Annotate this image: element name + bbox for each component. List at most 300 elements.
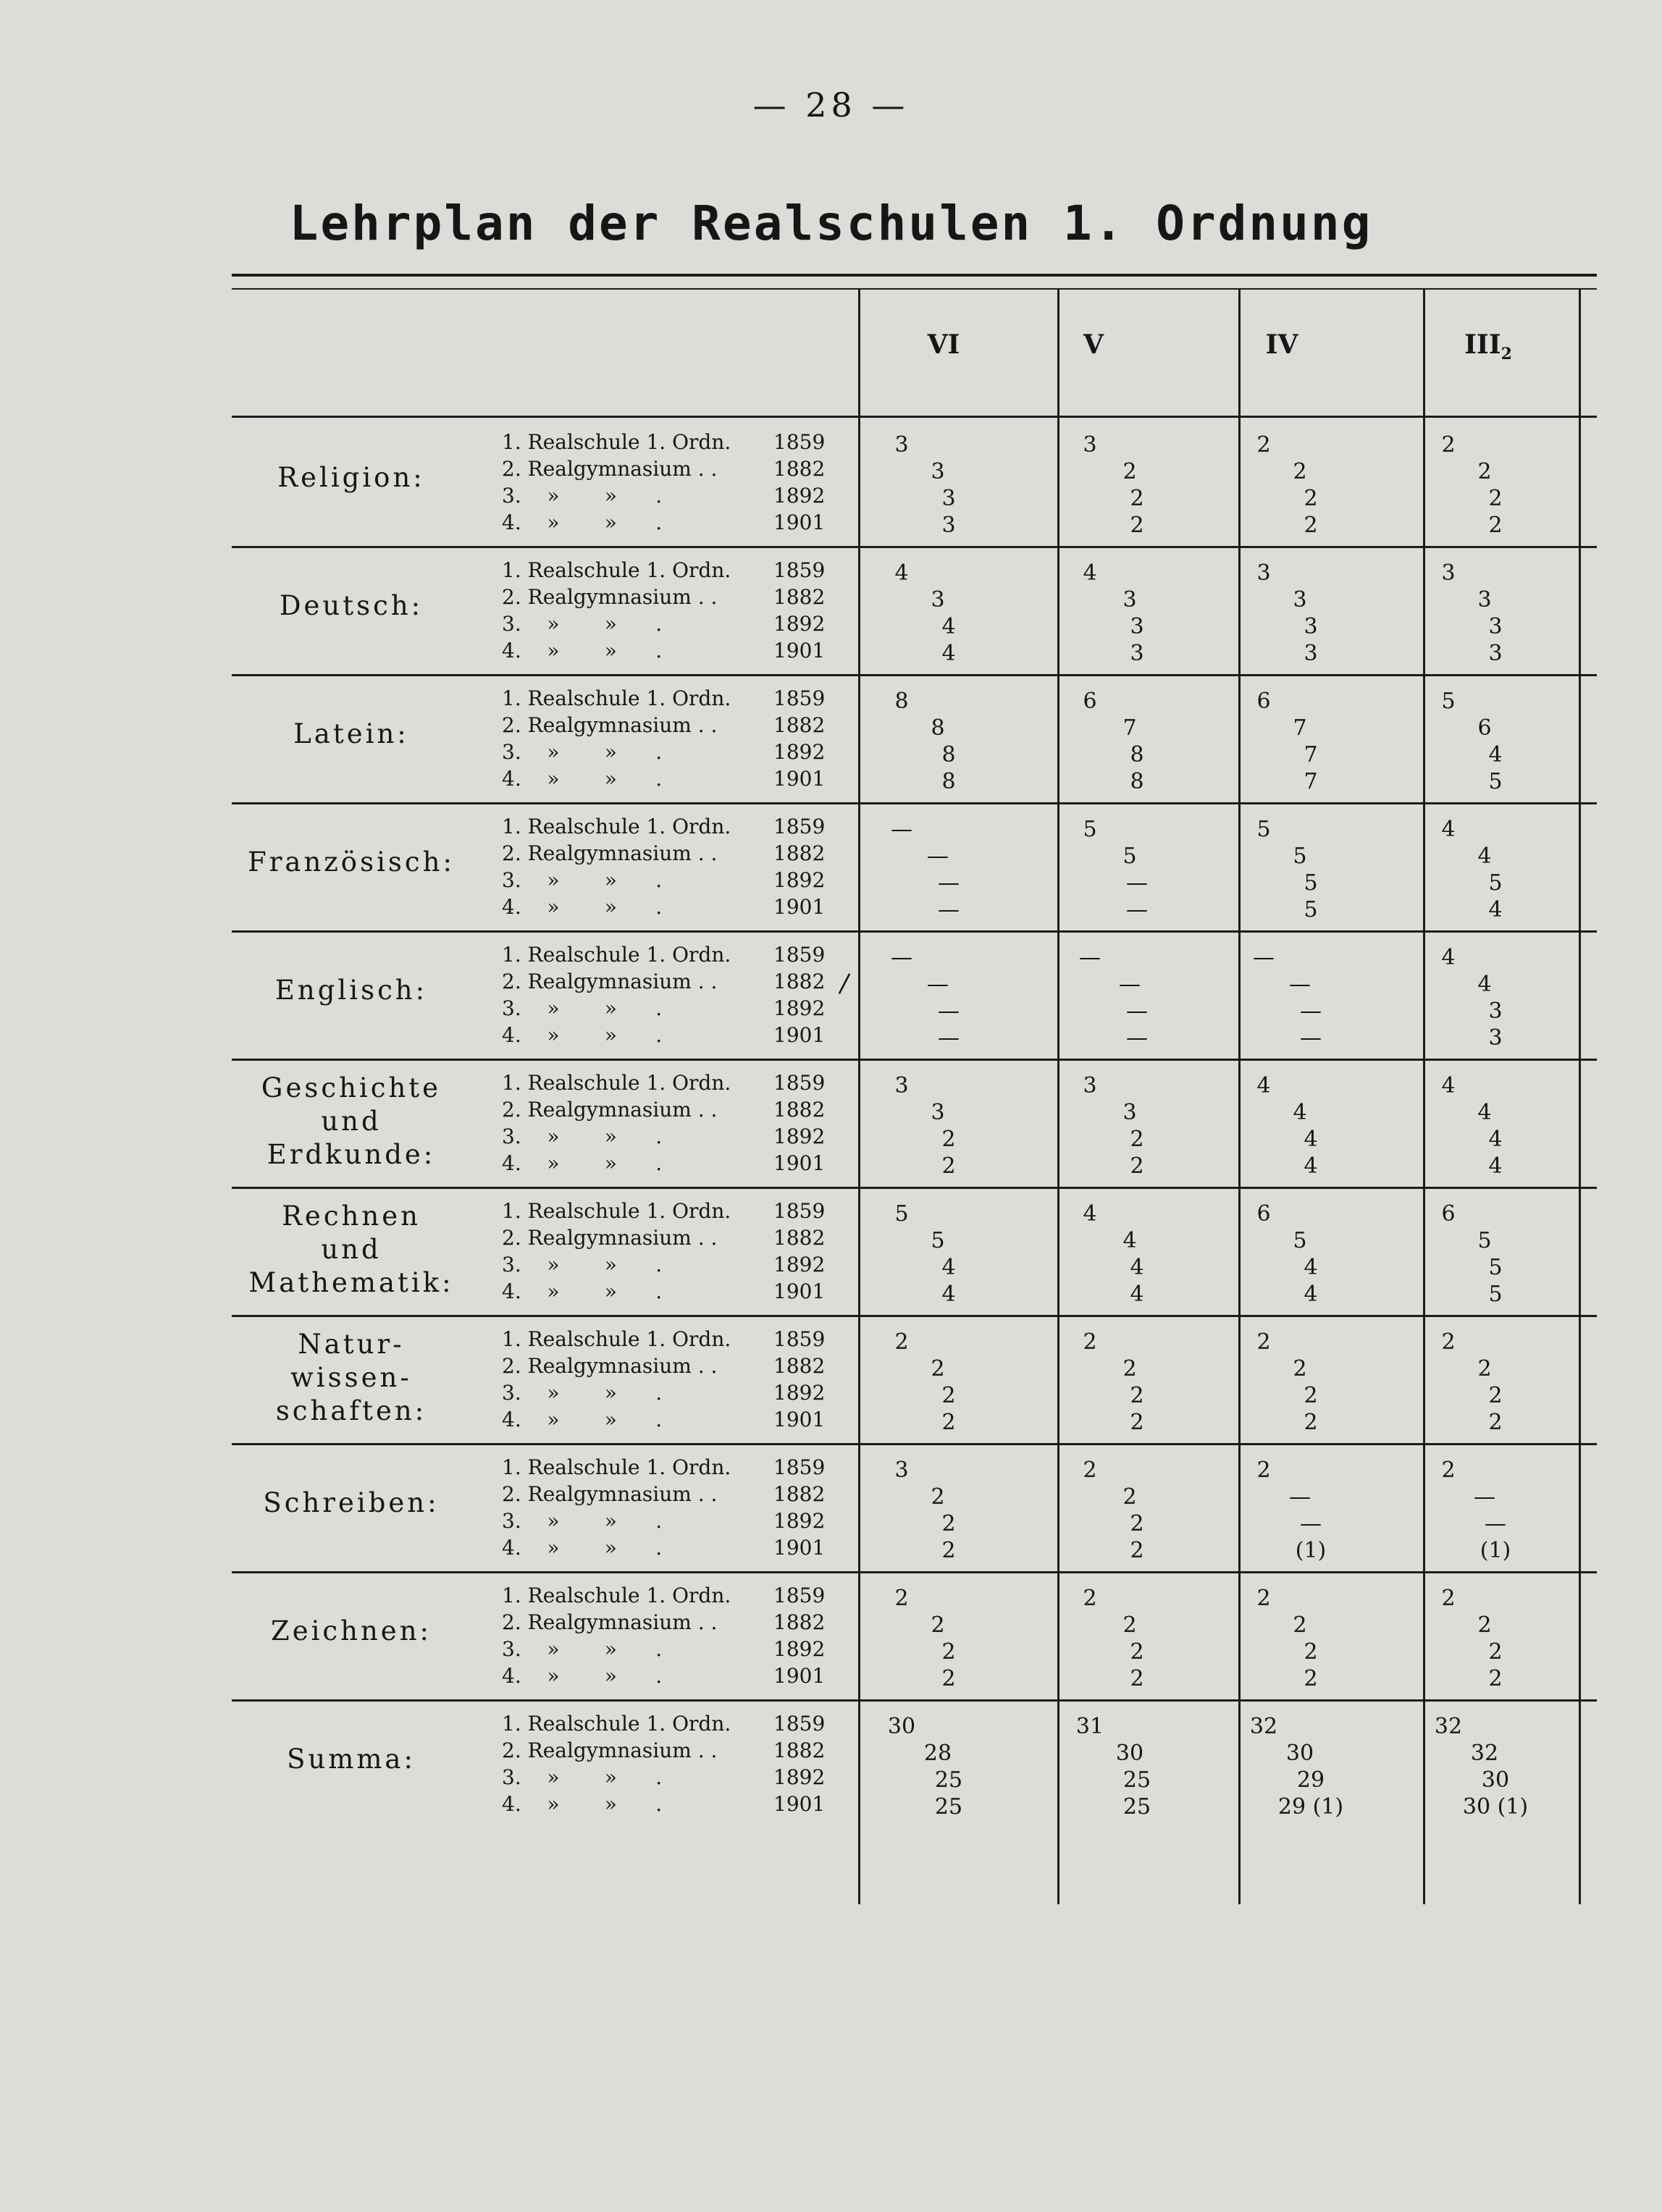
subject-name-line: Geschichte bbox=[261, 1072, 442, 1103]
cell-value: 5 bbox=[1293, 844, 1307, 869]
cell-value: 2 bbox=[931, 1356, 945, 1382]
cell-value: 30 bbox=[1285, 1741, 1314, 1766]
row-year: 1901 bbox=[773, 767, 826, 791]
cell-value: 4 bbox=[1477, 1100, 1492, 1125]
cell-value: 3 bbox=[1477, 587, 1492, 613]
cell-value: — bbox=[1126, 870, 1148, 896]
cell-value: 5 bbox=[1293, 1228, 1307, 1253]
row-label: 1. Realschule 1. Ordn. bbox=[502, 1071, 731, 1095]
cell-value: — bbox=[1474, 1484, 1495, 1510]
cell-value: 2 bbox=[1293, 1612, 1307, 1638]
cell-value: 3 bbox=[941, 486, 956, 511]
row-year: 1882 bbox=[773, 970, 826, 993]
row-label: 1. Realschule 1. Ordn. bbox=[502, 686, 731, 710]
cell-value: 7 bbox=[1122, 715, 1137, 741]
row-year: 1901 bbox=[773, 639, 826, 663]
cell-value: 4 bbox=[1441, 817, 1456, 842]
row-year: 1901 bbox=[773, 1792, 826, 1816]
row-label: 1. Realschule 1. Ordn. bbox=[502, 430, 731, 454]
cell-value: 2 bbox=[1083, 1329, 1097, 1355]
cell-value: 2 bbox=[1304, 1666, 1318, 1691]
row-label: 3. » » . bbox=[502, 1509, 663, 1533]
row-label: 4. » » . bbox=[502, 1151, 663, 1175]
row-year: 1859 bbox=[773, 686, 826, 710]
cell-value: 3 bbox=[1293, 587, 1307, 613]
cell-value: 3 bbox=[894, 1073, 909, 1098]
cell-value: 8 bbox=[894, 689, 909, 714]
row-year: 1892 bbox=[773, 1509, 826, 1533]
cell-value: 5 bbox=[1488, 1282, 1503, 1307]
cell-value: 28 bbox=[923, 1741, 952, 1766]
cell-value: 2 bbox=[1122, 459, 1137, 484]
row-label: 2. Realgymnasium . . bbox=[502, 457, 718, 481]
cell-value: 5 bbox=[1488, 1255, 1503, 1280]
cell-value: 30 (1) bbox=[1462, 1794, 1529, 1820]
row-year: 1882 bbox=[773, 585, 826, 609]
cell-value: — bbox=[938, 1025, 960, 1051]
cell-value: 4 bbox=[1304, 1255, 1318, 1280]
cell-value: 2 bbox=[1441, 1329, 1456, 1355]
pencil-check-mark: \ bbox=[831, 970, 858, 998]
cell-value: — bbox=[1300, 998, 1322, 1024]
subject-name: Französisch: bbox=[248, 846, 455, 878]
cell-value: — bbox=[1126, 1025, 1148, 1051]
cell-value: (1) bbox=[1480, 1538, 1511, 1563]
row-year: 1901 bbox=[773, 895, 826, 919]
cell-value: 4 bbox=[1293, 1100, 1307, 1125]
subject-name: Religion: bbox=[277, 462, 425, 493]
cell-value: 4 bbox=[1304, 1153, 1318, 1179]
cell-value: 32 bbox=[1434, 1714, 1463, 1739]
cell-value: 5 bbox=[1304, 870, 1318, 896]
subject-name-line: Erdkunde: bbox=[266, 1139, 436, 1170]
cell-value: 2 bbox=[1293, 459, 1307, 484]
row-label: 4. » » . bbox=[502, 639, 663, 663]
subject-name bbox=[239, 1072, 463, 1172]
cell-value: 3 bbox=[1130, 614, 1144, 639]
column-header-vi: VI bbox=[927, 329, 960, 360]
header-bottom-rule bbox=[232, 416, 1597, 418]
cell-value: 7 bbox=[1304, 769, 1318, 794]
cell-value: 5 bbox=[931, 1228, 945, 1253]
row-year: 1882 bbox=[773, 1354, 826, 1378]
cell-value: — bbox=[927, 844, 949, 869]
cell-value: (1) bbox=[1295, 1538, 1327, 1563]
column-header-iii2 bbox=[1445, 329, 1532, 363]
cell-value: 4 bbox=[1130, 1282, 1144, 1307]
row-year: 1859 bbox=[773, 1327, 826, 1351]
row-year: 1882 bbox=[773, 841, 826, 865]
title-rule bbox=[232, 274, 1597, 277]
column-header-v: V bbox=[1083, 329, 1104, 360]
row-label: 3. » » . bbox=[502, 612, 663, 636]
row-label: 3. » » . bbox=[502, 1124, 663, 1148]
cell-value: 5 bbox=[1488, 870, 1503, 896]
cell-value: 3 bbox=[1488, 614, 1503, 639]
row-label: 3. » » . bbox=[502, 1765, 663, 1789]
row-year: 1882 bbox=[773, 1226, 826, 1250]
cell-value: — bbox=[1485, 1511, 1506, 1536]
cell-value: 5 bbox=[1304, 897, 1318, 922]
row-year: 1859 bbox=[773, 430, 826, 454]
cell-value: 2 bbox=[1477, 1612, 1492, 1638]
cell-value: 2 bbox=[1130, 1153, 1144, 1179]
cell-value: 2 bbox=[941, 1511, 956, 1536]
cell-value: 6 bbox=[1256, 689, 1271, 714]
row-label: 1. Realschule 1. Ordn. bbox=[502, 1199, 731, 1223]
cell-value: 4 bbox=[941, 614, 956, 639]
row-label: 2. Realgymnasium . . bbox=[502, 970, 718, 993]
cell-value: — bbox=[891, 945, 912, 970]
row-year: 1859 bbox=[773, 1071, 826, 1095]
cell-value: 3 bbox=[1488, 641, 1503, 666]
subject-name: Schreiben: bbox=[263, 1487, 440, 1518]
cell-value: — bbox=[1119, 972, 1141, 997]
cell-value: 2 bbox=[1130, 1538, 1144, 1563]
row-label: 4. » » . bbox=[502, 510, 663, 534]
cell-value: — bbox=[938, 998, 960, 1024]
cell-value: 5 bbox=[1256, 817, 1271, 842]
row-year: 1901 bbox=[773, 1279, 826, 1303]
cell-value: 2 bbox=[1130, 1511, 1144, 1536]
cell-value: — bbox=[938, 870, 960, 896]
row-year: 1901 bbox=[773, 1151, 826, 1175]
row-label: 4. » » . bbox=[502, 767, 663, 791]
cell-value: 32 bbox=[1470, 1741, 1499, 1766]
cell-value: 2 bbox=[1130, 513, 1144, 538]
cell-value: 25 bbox=[934, 1794, 963, 1820]
row-label: 3. » » . bbox=[502, 868, 663, 892]
row-label: 3. » » . bbox=[502, 996, 663, 1020]
row-label: 2. Realgymnasium . . bbox=[502, 1738, 718, 1762]
cell-value: 4 bbox=[894, 560, 909, 586]
cell-value: 2 bbox=[1488, 1639, 1503, 1665]
cell-value: 29 (1) bbox=[1277, 1794, 1344, 1820]
cell-value: 3 bbox=[931, 587, 945, 613]
cell-value: 4 bbox=[1477, 844, 1492, 869]
subject-name-line: Natur- bbox=[298, 1329, 405, 1360]
cell-value: 4 bbox=[1488, 742, 1503, 768]
subject-name-line: schaften: bbox=[275, 1395, 427, 1426]
cell-value: 2 bbox=[941, 1383, 956, 1408]
subject-divider bbox=[232, 1571, 1597, 1573]
row-label: 1. Realschule 1. Ordn. bbox=[502, 1712, 731, 1736]
row-year: 1901 bbox=[773, 510, 826, 534]
cell-value: — bbox=[1253, 945, 1275, 970]
cell-value: 25 bbox=[1122, 1794, 1151, 1820]
cell-value: 8 bbox=[941, 769, 956, 794]
row-year: 1901 bbox=[773, 1664, 826, 1688]
cell-value: 2 bbox=[1304, 1410, 1318, 1435]
row-label: 2. Realgymnasium . . bbox=[502, 585, 718, 609]
cell-value: 3 bbox=[1083, 1073, 1097, 1098]
cell-value: 31 bbox=[1075, 1714, 1104, 1739]
cell-value: 5 bbox=[1488, 769, 1503, 794]
cell-value: 2 bbox=[941, 1127, 956, 1152]
row-label: 2. Realgymnasium . . bbox=[502, 713, 718, 737]
cell-value: 4 bbox=[1304, 1282, 1318, 1307]
cell-value: 2 bbox=[1488, 1410, 1503, 1435]
row-label: 1. Realschule 1. Ordn. bbox=[502, 558, 731, 582]
row-label: 2. Realgymnasium . . bbox=[502, 1354, 718, 1378]
row-label: 2. Realgymnasium . . bbox=[502, 1610, 718, 1634]
row-year: 1892 bbox=[773, 1253, 826, 1277]
cell-value: 4 bbox=[1122, 1228, 1137, 1253]
cell-value: — bbox=[1079, 945, 1101, 970]
row-label: 4. » » . bbox=[502, 1536, 663, 1560]
subject-name-line: und bbox=[321, 1106, 382, 1137]
row-year: 1892 bbox=[773, 612, 826, 636]
row-year: 1882 bbox=[773, 1482, 826, 1506]
cell-value: 2 bbox=[1488, 1666, 1503, 1691]
row-label: 3. » » . bbox=[502, 484, 663, 508]
cell-value: 2 bbox=[941, 1538, 956, 1563]
subject-name: Deutsch: bbox=[279, 590, 424, 621]
cell-value: 4 bbox=[941, 1255, 956, 1280]
subject-divider bbox=[232, 1187, 1597, 1189]
cell-value: 2 bbox=[931, 1612, 945, 1638]
cell-value: 3 bbox=[1304, 614, 1318, 639]
cell-value: 2 bbox=[894, 1586, 909, 1611]
row-year: 1859 bbox=[773, 1712, 826, 1736]
row-label: 4. » » . bbox=[502, 1023, 663, 1047]
cell-value: 2 bbox=[1130, 1127, 1144, 1152]
cell-value: 6 bbox=[1441, 1201, 1456, 1227]
subject-name: Summa: bbox=[287, 1744, 416, 1775]
cell-value: 3 bbox=[1130, 641, 1144, 666]
subject-name bbox=[239, 1200, 463, 1300]
column-header-iii2-subscript: 2 bbox=[1501, 345, 1512, 364]
cell-value: 2 bbox=[1477, 1356, 1492, 1382]
subject-divider bbox=[232, 802, 1597, 804]
cell-value: — bbox=[938, 897, 960, 922]
row-year: 1892 bbox=[773, 484, 826, 508]
cell-value: 2 bbox=[1130, 1666, 1144, 1691]
cell-value: 2 bbox=[1304, 513, 1318, 538]
cell-value: 6 bbox=[1477, 715, 1492, 741]
cell-value: 5 bbox=[1083, 817, 1097, 842]
cell-value: — bbox=[1300, 1025, 1322, 1051]
header-rule bbox=[232, 288, 1597, 290]
subject-divider bbox=[232, 1443, 1597, 1445]
row-year: 1892 bbox=[773, 868, 826, 892]
subject-name: Englisch: bbox=[274, 975, 428, 1006]
cell-value: 25 bbox=[934, 1767, 963, 1793]
row-year: 1892 bbox=[773, 1765, 826, 1789]
cell-value: 6 bbox=[1083, 689, 1097, 714]
row-year: 1901 bbox=[773, 1023, 826, 1047]
cell-value: 2 bbox=[1304, 1639, 1318, 1665]
cell-value: 2 bbox=[1488, 1383, 1503, 1408]
cell-value: 3 bbox=[1304, 641, 1318, 666]
row-year: 1859 bbox=[773, 943, 826, 967]
row-label: 1. Realschule 1. Ordn. bbox=[502, 943, 731, 967]
cell-value: 2 bbox=[1256, 1586, 1271, 1611]
cell-value: 2 bbox=[1256, 1458, 1271, 1483]
row-label: 3. » » . bbox=[502, 740, 663, 764]
cell-value: 2 bbox=[941, 1639, 956, 1665]
subject-name: Zeichnen: bbox=[270, 1615, 432, 1647]
subject-name: Latein: bbox=[293, 718, 409, 749]
cell-value: — bbox=[1126, 897, 1148, 922]
cell-value: 3 bbox=[894, 432, 909, 458]
row-label: 4. » » . bbox=[502, 1664, 663, 1688]
cell-value: 5 bbox=[1477, 1228, 1492, 1253]
cell-value: 3 bbox=[931, 1100, 945, 1125]
cell-value: 8 bbox=[931, 715, 945, 741]
cell-value: 5 bbox=[1441, 689, 1456, 714]
cell-value: — bbox=[1289, 1484, 1311, 1510]
cell-value: 3 bbox=[1441, 560, 1456, 586]
cell-value: 3 bbox=[941, 513, 956, 538]
row-year: 1882 bbox=[773, 457, 826, 481]
cell-value: 4 bbox=[1488, 1153, 1503, 1179]
cell-value: 2 bbox=[1130, 1383, 1144, 1408]
row-year: 1892 bbox=[773, 1381, 826, 1405]
cell-value: 4 bbox=[1130, 1255, 1144, 1280]
cell-value: 30 bbox=[1481, 1767, 1510, 1793]
subject-divider bbox=[232, 546, 1597, 548]
row-label: 1. Realschule 1. Ordn. bbox=[502, 815, 731, 838]
subject-divider bbox=[232, 1315, 1597, 1317]
cell-value: 4 bbox=[941, 1282, 956, 1307]
row-year: 1892 bbox=[773, 1124, 826, 1148]
row-year: 1892 bbox=[773, 740, 826, 764]
subject-name-line: und bbox=[321, 1234, 382, 1265]
subject-divider bbox=[232, 674, 1597, 676]
row-year: 1882 bbox=[773, 1610, 826, 1634]
cell-value: 3 bbox=[1256, 560, 1271, 586]
subject-name-line: Rechnen bbox=[282, 1200, 421, 1232]
row-label: 4. » » . bbox=[502, 1279, 663, 1303]
row-year: 1882 bbox=[773, 1098, 826, 1122]
cell-value: 4 bbox=[1477, 972, 1492, 997]
cell-value: 2 bbox=[1304, 1383, 1318, 1408]
row-year: 1901 bbox=[773, 1536, 826, 1560]
cell-value: 4 bbox=[941, 641, 956, 666]
subject-divider bbox=[232, 1699, 1597, 1702]
row-label: 1. Realschule 1. Ordn. bbox=[502, 1455, 731, 1479]
row-label: 4. » » . bbox=[502, 1408, 663, 1431]
row-label: 4. » » . bbox=[502, 1792, 663, 1816]
cell-value: 2 bbox=[1441, 1458, 1456, 1483]
row-year: 1859 bbox=[773, 1199, 826, 1223]
page-title: Lehrplan der Realschulen 1. Ordnung bbox=[289, 195, 1373, 251]
row-label: 2. Realgymnasium . . bbox=[502, 1098, 718, 1122]
cell-value: 8 bbox=[941, 742, 956, 768]
cell-value: — bbox=[927, 972, 949, 997]
cell-value: 25 bbox=[1122, 1767, 1151, 1793]
cell-value: 2 bbox=[1130, 1639, 1144, 1665]
row-label: 4. » » . bbox=[502, 895, 663, 919]
cell-value: 2 bbox=[941, 1666, 956, 1691]
row-label: 3. » » . bbox=[502, 1253, 663, 1277]
cell-value: 2 bbox=[1256, 432, 1271, 458]
cell-value: 30 bbox=[1115, 1741, 1144, 1766]
row-label: 2. Realgymnasium . . bbox=[502, 1226, 718, 1250]
cell-value: 2 bbox=[941, 1410, 956, 1435]
cell-value: 3 bbox=[1083, 432, 1097, 458]
table-right-rule bbox=[1579, 290, 1581, 1904]
row-label: 2. Realgymnasium . . bbox=[502, 1482, 718, 1506]
cell-value: — bbox=[891, 817, 912, 842]
cell-value: 2 bbox=[1122, 1484, 1137, 1510]
cell-value: 7 bbox=[1304, 742, 1318, 768]
subject-name-line: wissen- bbox=[290, 1362, 412, 1393]
cell-value: 2 bbox=[1122, 1612, 1137, 1638]
cell-value: 2 bbox=[1441, 1586, 1456, 1611]
subject-name bbox=[239, 1328, 463, 1428]
cell-value: 2 bbox=[1083, 1586, 1097, 1611]
cell-value: 2 bbox=[1293, 1356, 1307, 1382]
row-label: 3. » » . bbox=[502, 1381, 663, 1405]
cell-value: 3 bbox=[1488, 1025, 1503, 1051]
cell-value: 8 bbox=[1130, 742, 1144, 768]
row-label: 2. Realgymnasium . . bbox=[502, 841, 718, 865]
cell-value: 4 bbox=[1441, 1073, 1456, 1098]
cell-value: 2 bbox=[1304, 486, 1318, 511]
cell-value: 2 bbox=[1488, 513, 1503, 538]
cell-value: 2 bbox=[1441, 432, 1456, 458]
subject-divider bbox=[232, 930, 1597, 933]
cell-value: 7 bbox=[1293, 715, 1307, 741]
cell-value: 32 bbox=[1249, 1714, 1278, 1739]
cell-value: 2 bbox=[1256, 1329, 1271, 1355]
cell-value: 2 bbox=[931, 1484, 945, 1510]
cell-value: 4 bbox=[1083, 560, 1097, 586]
cell-value: 3 bbox=[1122, 587, 1137, 613]
row-year: 1892 bbox=[773, 996, 826, 1020]
row-label: 1. Realschule 1. Ordn. bbox=[502, 1584, 731, 1607]
cell-value: 3 bbox=[1122, 1100, 1137, 1125]
column-header-iii2-label: III bbox=[1464, 329, 1501, 360]
cell-value: 5 bbox=[1122, 844, 1137, 869]
cell-value: 2 bbox=[1122, 1356, 1137, 1382]
row-label: 1. Realschule 1. Ordn. bbox=[502, 1327, 731, 1351]
cell-value: 4 bbox=[1304, 1127, 1318, 1152]
cell-value: 2 bbox=[941, 1153, 956, 1179]
cell-value: 2 bbox=[1488, 486, 1503, 511]
row-year: 1859 bbox=[773, 1455, 826, 1479]
cell-value: 2 bbox=[1130, 486, 1144, 511]
cell-value: 2 bbox=[894, 1329, 909, 1355]
subject-divider bbox=[232, 1059, 1597, 1061]
cell-value: 4 bbox=[1083, 1201, 1097, 1227]
column-header-iv: IV bbox=[1265, 329, 1298, 360]
row-year: 1882 bbox=[773, 713, 826, 737]
cell-value: 4 bbox=[1488, 1127, 1503, 1152]
row-year: 1859 bbox=[773, 815, 826, 838]
row-label: 3. » » . bbox=[502, 1637, 663, 1661]
cell-value: 2 bbox=[1130, 1410, 1144, 1435]
cell-value: 2 bbox=[1477, 459, 1492, 484]
cell-value: — bbox=[1300, 1511, 1322, 1536]
cell-value: 6 bbox=[1256, 1201, 1271, 1227]
cell-value: — bbox=[1126, 998, 1148, 1024]
cell-value: 8 bbox=[1130, 769, 1144, 794]
cell-value: 29 bbox=[1296, 1767, 1325, 1793]
cell-value: 3 bbox=[1488, 998, 1503, 1024]
cell-value: 4 bbox=[1441, 945, 1456, 970]
cell-value: 4 bbox=[1488, 897, 1503, 922]
cell-value: 30 bbox=[887, 1714, 916, 1739]
cell-value: 5 bbox=[894, 1201, 909, 1227]
cell-value: 3 bbox=[894, 1458, 909, 1483]
row-year: 1859 bbox=[773, 558, 826, 582]
row-year: 1892 bbox=[773, 1637, 826, 1661]
row-year: 1859 bbox=[773, 1584, 826, 1607]
row-year: 1882 bbox=[773, 1738, 826, 1762]
